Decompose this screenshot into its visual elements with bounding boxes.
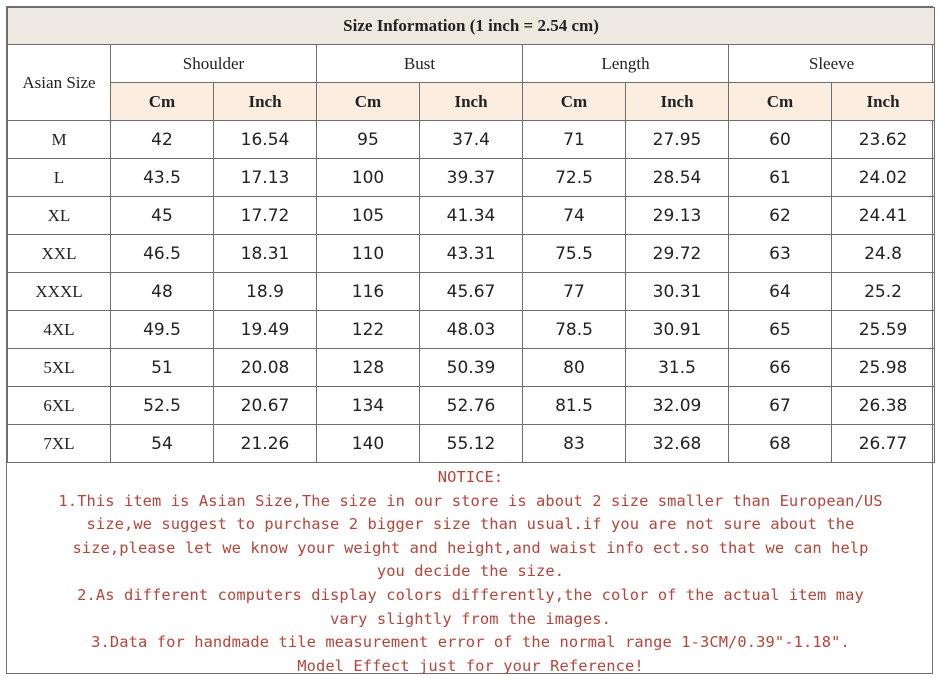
measurement-cell: 46.5: [111, 235, 214, 273]
measurement-cell: 18.31: [214, 235, 317, 273]
measurement-cell: 20.08: [214, 349, 317, 387]
measurement-cell: 116: [317, 273, 420, 311]
measurement-cell: 52.76: [420, 387, 523, 425]
size-label-cell: XXXL: [8, 273, 111, 311]
measurement-cell: 81.5: [523, 387, 626, 425]
measurement-cell: 29.13: [626, 197, 729, 235]
measurement-cell: 122: [317, 311, 420, 349]
measurement-cell: 61: [729, 159, 832, 197]
size-label-cell: 5XL: [8, 349, 111, 387]
measurement-cell: 72.5: [523, 159, 626, 197]
size-label-cell: XL: [8, 197, 111, 235]
measurement-cell: 80: [523, 349, 626, 387]
size-label-cell: 7XL: [8, 425, 111, 463]
measurement-cell: 50.39: [420, 349, 523, 387]
measurement-cell: 134: [317, 387, 420, 425]
measurement-cell: 60: [729, 121, 832, 159]
measurement-cell: 25.98: [832, 349, 935, 387]
measurement-cell: 27.95: [626, 121, 729, 159]
measurement-cell: 64: [729, 273, 832, 311]
notice-line: 1.This item is Asian Size,The size in our store is about 2 size smaller than European/US: [58, 491, 883, 510]
measurement-cell: 24.8: [832, 235, 935, 273]
measurement-cell: 23.62: [832, 121, 935, 159]
unit-header: Cm: [729, 83, 832, 121]
table-row: [8, 349, 935, 387]
measurement-cell: 32.09: [626, 387, 729, 425]
table-row: [8, 425, 935, 463]
unit-header: Inch: [214, 83, 317, 121]
measurement-cell: 110: [317, 235, 420, 273]
measurement-cell: 83: [523, 425, 626, 463]
measurement-cell: 78.5: [523, 311, 626, 349]
measurement-cell: 45: [111, 197, 214, 235]
unit-header: Inch: [626, 83, 729, 121]
measurement-cell: 42: [111, 121, 214, 159]
unit-header: Cm: [523, 83, 626, 121]
measurement-cell: 30.91: [626, 311, 729, 349]
measurement-cell: 31.5: [626, 349, 729, 387]
measurement-cell: 43.31: [420, 235, 523, 273]
measurement-cell: 21.26: [214, 425, 317, 463]
measurement-cell: 51: [111, 349, 214, 387]
table-row: [8, 235, 935, 273]
notice-line: vary slightly from the images.: [330, 609, 611, 628]
measurement-cell: 19.49: [214, 311, 317, 349]
size-label-cell: M: [8, 121, 111, 159]
measurement-cell: 74: [523, 197, 626, 235]
measurement-cell: 67: [729, 387, 832, 425]
measurement-cell: 37.4: [420, 121, 523, 159]
measurement-cell: 105: [317, 197, 420, 235]
measurement-cell: 128: [317, 349, 420, 387]
measurement-cell: 49.5: [111, 311, 214, 349]
notice-line: 2.As different computers display colors differently,the color of the actual item may: [77, 585, 864, 604]
size-label-cell: XXL: [8, 235, 111, 273]
measurement-cell: 29.72: [626, 235, 729, 273]
measurement-cell: 63: [729, 235, 832, 273]
notice-heading: NOTICE:: [437, 468, 504, 486]
measurement-cell: 39.37: [420, 159, 523, 197]
measurement-cell: 41.34: [420, 197, 523, 235]
measurement-cell: 16.54: [214, 121, 317, 159]
unit-header: Inch: [420, 83, 523, 121]
notice-line: size,we suggest to purchase 2 bigger size than usual.if you are not sure about the: [86, 515, 855, 534]
measurement-cell: 25.59: [832, 311, 935, 349]
unit-header: Inch: [832, 83, 935, 121]
measurement-cell: 25.2: [832, 273, 935, 311]
measurement-cell: 24.02: [832, 159, 935, 197]
measurement-cell: 48: [111, 273, 214, 311]
size-label-cell: 6XL: [8, 387, 111, 425]
measurement-cell: 140: [317, 425, 420, 463]
size-table: [7, 7, 935, 463]
group-header-shoulder: Shoulder: [111, 45, 317, 83]
measurement-cell: 55.12: [420, 425, 523, 463]
measurement-cell: 43.5: [111, 159, 214, 197]
measurement-cell: 65: [729, 311, 832, 349]
group-header-bust: Bust: [317, 45, 523, 83]
unit-header: Cm: [111, 83, 214, 121]
measurement-cell: 77: [523, 273, 626, 311]
table-row: [8, 311, 935, 349]
table-row: [8, 197, 935, 235]
table-row: [8, 121, 935, 159]
group-header-sleeve: Sleeve: [729, 45, 935, 83]
notice-line: 3.Data for handmade tile measurement error of the normal range 1-3CM/0.39"-1.18".: [91, 633, 850, 652]
size-label-cell: L: [8, 159, 111, 197]
measurement-cell: 48.03: [420, 311, 523, 349]
notice-line: you decide the size.: [376, 562, 565, 581]
size-chart: [6, 6, 933, 674]
size-label-cell: 4XL: [8, 311, 111, 349]
measurement-cell: 66: [729, 349, 832, 387]
measurement-cell: 17.72: [214, 197, 317, 235]
measurement-cell: 68: [729, 425, 832, 463]
measurement-cell: 100: [317, 159, 420, 197]
measurement-cell: 26.77: [832, 425, 935, 463]
notice-line: size,please let we know your weight and height,and waist info ect.so that we can help: [72, 538, 869, 557]
measurement-cell: 20.67: [214, 387, 317, 425]
measurement-cell: 17.13: [214, 159, 317, 197]
measurement-cell: 75.5: [523, 235, 626, 273]
measurement-cell: 95: [317, 121, 420, 159]
measurement-cell: 24.41: [832, 197, 935, 235]
group-header-length: Length: [523, 45, 729, 83]
table-row: [8, 159, 935, 197]
notice-section: [7, 463, 934, 678]
table-row: [8, 273, 935, 311]
measurement-cell: 62: [729, 197, 832, 235]
measurement-cell: 52.5: [111, 387, 214, 425]
measurement-cell: 71: [523, 121, 626, 159]
measurement-cell: 30.31: [626, 273, 729, 311]
measurement-cell: 26.38: [832, 387, 935, 425]
measurement-cell: 45.67: [420, 273, 523, 311]
asian-size-header: Asian Size: [8, 45, 111, 121]
table-title: Size Information (1 inch = 2.54 cm): [8, 8, 935, 45]
measurement-cell: 28.54: [626, 159, 729, 197]
table-row: [8, 387, 935, 425]
notice-line: Model Effect just for your Reference!: [297, 656, 644, 675]
measurement-cell: 54: [111, 425, 214, 463]
measurement-cell: 18.9: [214, 273, 317, 311]
unit-header: Cm: [317, 83, 420, 121]
measurement-cell: 32.68: [626, 425, 729, 463]
